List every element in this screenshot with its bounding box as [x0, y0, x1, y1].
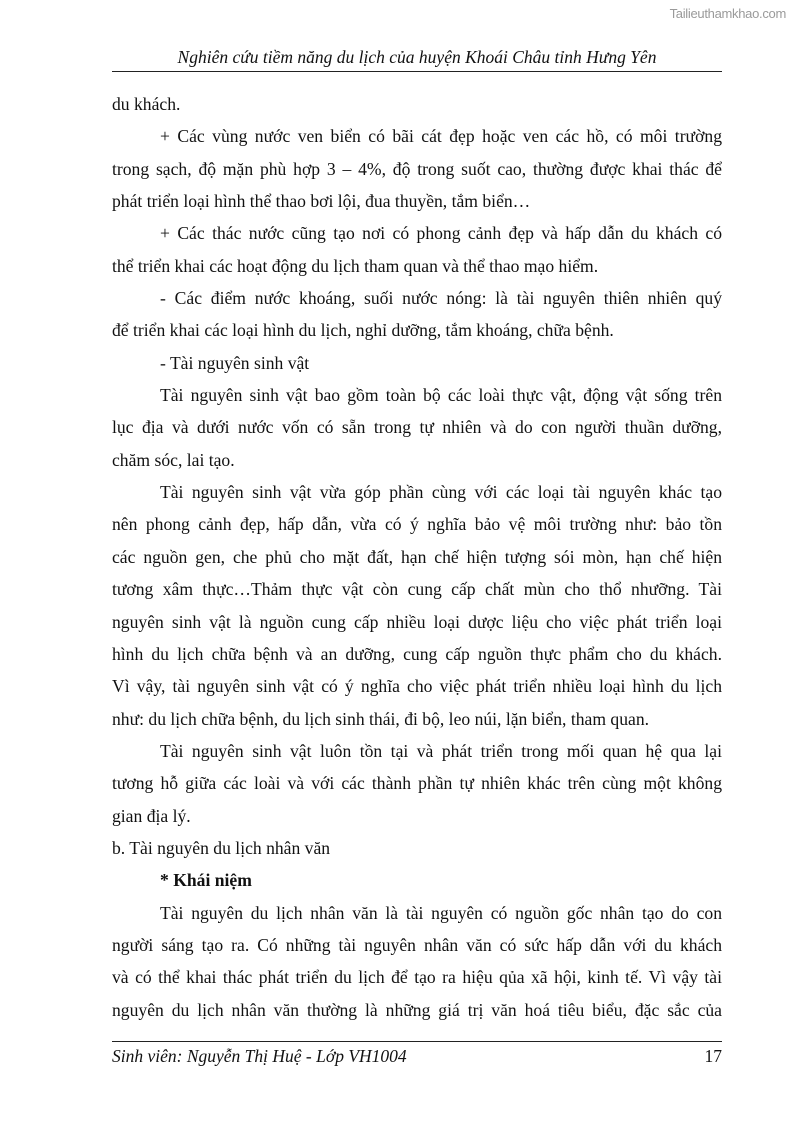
text-line: để triển khai các loại hình du lịch, nghỉ dưỡng, tắm khoáng, chữa bệnh. [112, 320, 614, 341]
text-line: như: du lịch chữa bệnh, du lịch sinh thái, đi bộ, leo núi, lặn biển, tham quan. [112, 708, 650, 729]
text-line: + Các vùng nước ven biển có bãi cát đẹp hoặc ven các hồ, có môi trường [160, 126, 722, 147]
text-line: Vì vậy, tài nguyên sinh vật có ý nghĩa cho việc phát triển nhiều loại hình du lịch [112, 676, 722, 697]
text-line: Tài nguyên sinh vật bao gồm toàn bộ các loài thực vật, động vật sống trên [160, 385, 722, 406]
text-line: tương xâm thực…Thảm thực vật còn cung cấp chất mùn cho thổ nhưỡng. Tài [112, 579, 722, 600]
text-line: Tài nguyên sinh vật luôn tồn tại và phát triển trong mối quan hệ qua lại [160, 740, 722, 761]
watermark: Tailieuthamkhao.com [669, 6, 786, 21]
text-line: và có thể khai thác phát triển du lịch để tạo ra hiệu qủa xã hội, kinh tế. Vì vậy tài [112, 967, 722, 988]
footer-rule [112, 1041, 722, 1042]
text-line: nguyên du lịch nhân văn thường là những giá trị văn hoá tiêu biểu, đặc sắc của [112, 999, 722, 1020]
text-line: thể triển khai các hoạt động du lịch tham quan và thể thao mạo hiểm. [112, 255, 599, 276]
text-line: b. Tài nguyên du lịch nhân văn [112, 837, 331, 858]
text-line: du khách. [112, 94, 181, 114]
text-line: chăm sóc, lai tạo. [112, 449, 235, 470]
text-line: phát triển loại hình thể thao bơi lội, đua thuyền, tắm biển… [112, 191, 531, 212]
body-text [112, 92, 722, 1030]
text-line: người sáng tạo ra. Có những tài nguyên nhân văn có sức hấp dẫn với du khách [112, 934, 722, 955]
text-line: nên phong cảnh đẹp, hấp dẫn, vừa có ý nghĩa bảo vệ môi trường như: bảo tồn [112, 514, 722, 535]
text-line: hình du lịch chữa bệnh và an dưỡng, cung cấp nguồn thực phẩm cho du khách. [112, 643, 722, 664]
page-number: 17 [704, 1046, 722, 1066]
text-line: trong sạch, độ mặn phù hợp 3 – 4%, độ trong suốt cao, thường được khai thác để [112, 158, 722, 179]
text-line: Tài nguyên du lịch nhân văn là tài nguyên có nguồn gốc nhân tạo do con [160, 902, 722, 923]
running-header: Nghiên cứu tiềm năng du lịch của huyện Khoái Châu tỉnh Hưng Yên [177, 47, 657, 67]
text-line: - Tài nguyên sinh vật [160, 352, 310, 373]
text-line: nguyên sinh vật là nguồn cung cấp nhiều loại dược liệu cho việc phát triển loại [112, 611, 722, 632]
text-line: + Các thác nước cũng tạo nơi có phong cảnh đẹp và hấp dẫn du khách có [160, 223, 722, 244]
footer-student: Sinh viên: Nguyễn Thị Huệ - Lớp VH1004 [112, 1046, 407, 1066]
header-rule [112, 71, 722, 72]
text-line: lục địa và dưới nước vốn có sẵn trong tự nhiên và do con người thuần dưỡng, [112, 417, 722, 438]
text-line: tương hỗ giữa các loài và với các thành phần tự nhiên khác trên cùng một không [112, 773, 722, 794]
section-heading: * Khái niệm [160, 870, 252, 891]
text-line: - Các điểm nước khoáng, suối nước nóng: là tài nguyên thiên nhiên quý [160, 288, 722, 309]
text-line: Tài nguyên sinh vật vừa góp phần cùng với các loại tài nguyên khác tạo [160, 482, 722, 503]
text-line: gian địa lý. [112, 805, 191, 826]
text-line: các nguồn gen, che phủ cho mặt đất, hạn chế hiện tượng sói mòn, hạn chế hiện [112, 546, 722, 567]
